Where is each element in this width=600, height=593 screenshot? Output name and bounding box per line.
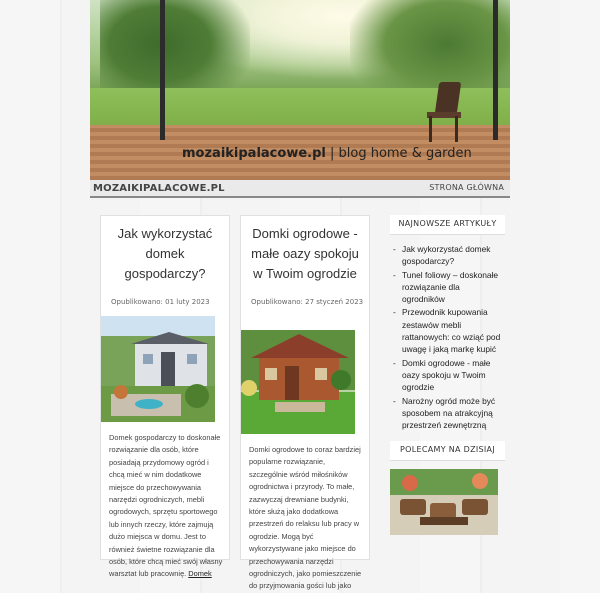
top-nav xyxy=(90,180,510,198)
post-date: Opublikowano: 27 styczeń 2023 xyxy=(251,298,364,306)
sidebar-article-link[interactable]: - Przewodnik kupowania zestawów mebli rattanowych: co wziąć pod uwagę i jaką markę kupić xyxy=(392,306,501,355)
latest-articles-list xyxy=(390,235,505,431)
post-excerpt: Domek gospodarczy to doskonałe rozwiązanie dla osób, które posiadają przydomowy ogród i chcą mieć w nim dodatkowe miejsce do przechowywania narzędzi ogrodniczych, mebli ogrodowych, sprzętu sportowego lub innych rzeczy, które zajmują dużo miejsca w domu. Jest to również świetne rozwiązanie dla osób, które chcą mieć swój własny warsztat lub pracownię. Domek xyxy=(109,433,223,579)
garden-house-image[interactable] xyxy=(241,330,355,434)
sidebar xyxy=(390,215,505,539)
post-title[interactable]: Jak wykorzystać domek gospodarczy? xyxy=(117,226,213,281)
header-banner xyxy=(90,0,510,180)
post-title[interactable]: Domki ogrodowe - małe oazy spokoju w Twoim ogrodzie xyxy=(251,226,359,281)
garden-shed-image[interactable] xyxy=(101,316,215,422)
recommended-heading: POLECAMY NA DZISIAJ xyxy=(390,441,505,461)
sidebar-article-link[interactable]: - Narożny ogród może być sposobem na atrakcyjną przestrzeń zewnętrzną xyxy=(392,395,501,432)
read-more-link[interactable]: Domek xyxy=(188,569,212,579)
post-date: Opublikowano: 01 luty 2023 xyxy=(111,298,210,306)
sidebar-article-link[interactable]: - Tunel foliowy – doskonałe rozwiązanie dla ogrodników xyxy=(392,269,501,306)
post-card xyxy=(100,215,230,579)
latest-articles-heading: NAJNOWSZE ARTYKUŁY xyxy=(390,215,505,235)
recommended-image[interactable] xyxy=(390,469,498,535)
home-link[interactable]: STRONA GŁÓWNA xyxy=(429,183,504,192)
site-name-link[interactable]: MOZAIKIPALACOWE.PL xyxy=(93,183,225,194)
sidebar-article-link[interactable]: - Jak wykorzystać domek gospodarczy? xyxy=(392,243,501,268)
chair-illustration xyxy=(423,82,465,142)
sidebar-article-link[interactable]: - Domki ogrodowe - małe oazy spokoju w Twoim ogrodzie xyxy=(392,357,501,394)
site-brand[interactable]: mozaikipalacowe.pl | blog home & garden xyxy=(182,146,472,161)
post-excerpt: Domki ogrodowe to coraz bardziej popularne rozwiązanie, szczególnie wśród miłośników ogrodnictwa i przyrody. To małe, zazwyczaj drewniane budynki, które służą jako dodatkowa przestrzeń do relaksu lub pracy w ogrodzie. Mogą być wykorzystywane jako miejsce do przechowywania narzędzi ogrodniczych, jako pomieszczenie do przyjmowania gości lub jako xyxy=(249,445,362,591)
page xyxy=(90,0,510,591)
post-card xyxy=(240,215,370,591)
